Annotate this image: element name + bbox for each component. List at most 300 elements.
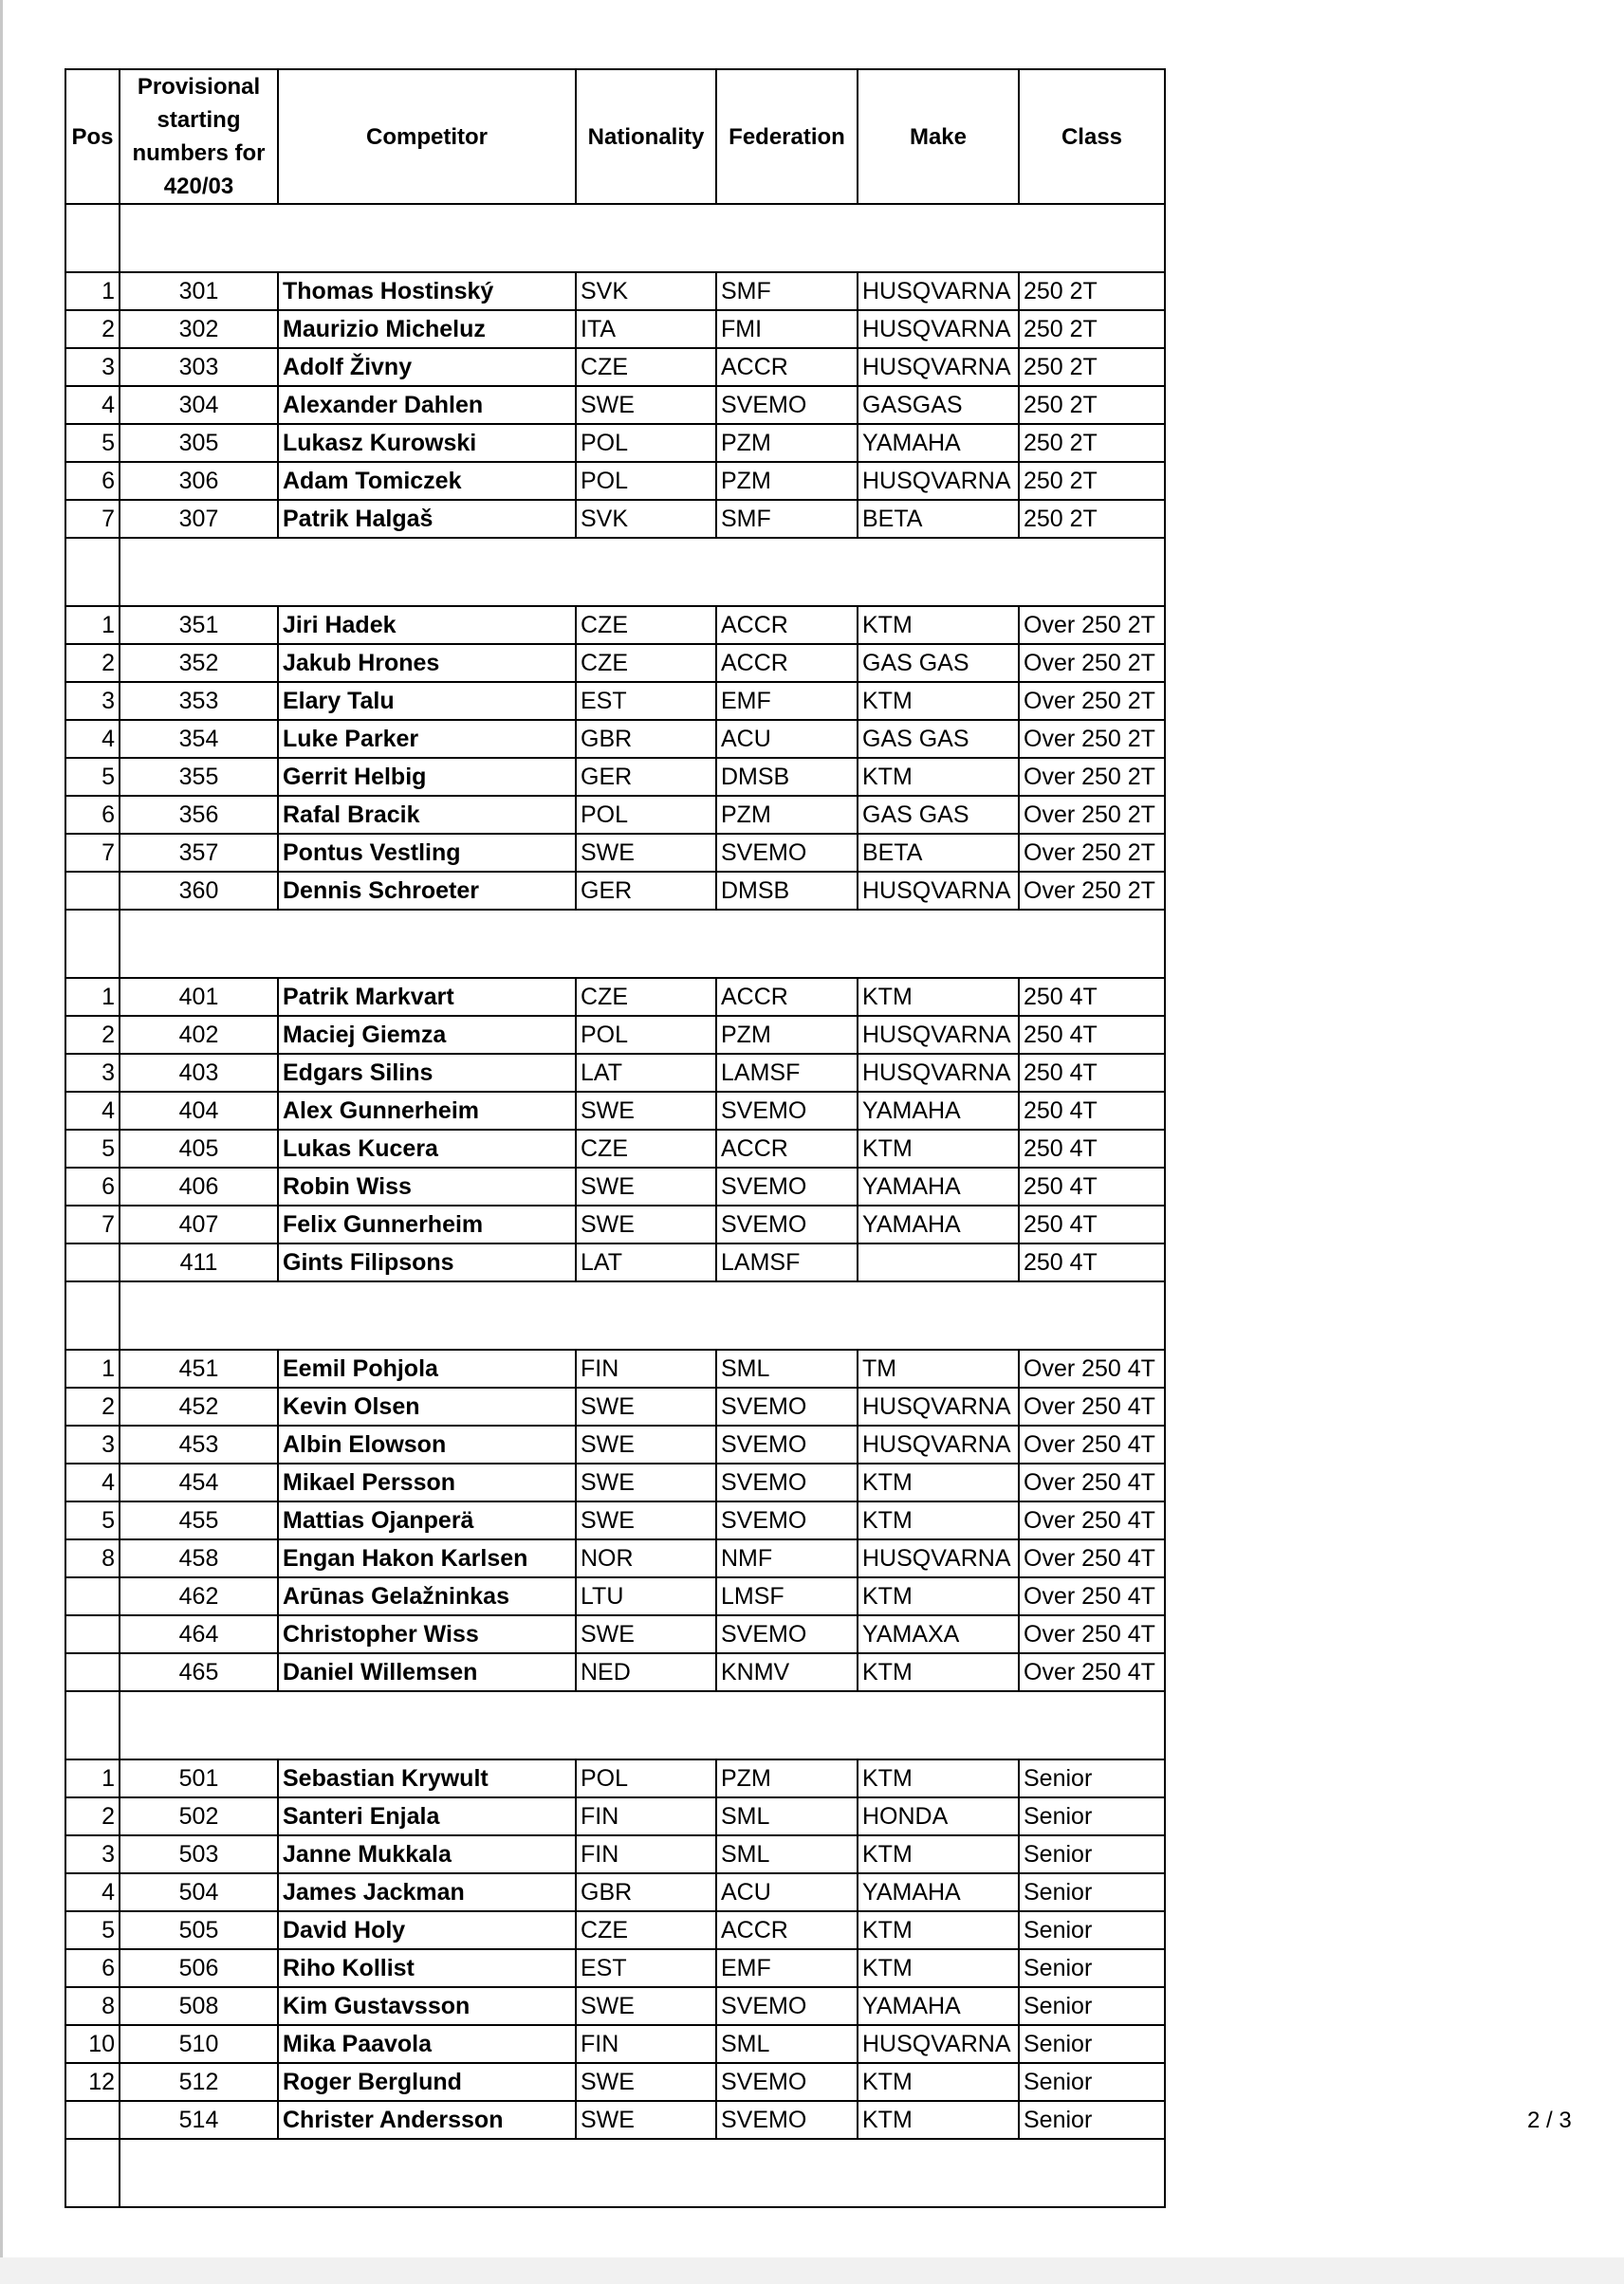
- cell-competitor: Dennis Schroeter: [278, 872, 576, 910]
- cell-pos: 5: [65, 1911, 120, 1949]
- table-row: [65, 682, 1165, 720]
- cell-make: TM: [858, 1350, 1019, 1388]
- cell-make: HUSQVARNA: [858, 462, 1019, 500]
- viewer-bottom-band: [0, 2257, 1624, 2284]
- table-row: [65, 1426, 1165, 1464]
- cell-class: Senior: [1019, 1759, 1165, 1797]
- cell-competitor: Mika Paavola: [278, 2025, 576, 2063]
- cell-competitor: James Jackman: [278, 1873, 576, 1911]
- cell-nationality: SWE: [576, 386, 716, 424]
- cell-starting-number: 306: [120, 462, 278, 500]
- header-pos: Pos: [65, 69, 120, 204]
- cell-competitor: Kevin Olsen: [278, 1388, 576, 1426]
- cell-make: KTM: [858, 682, 1019, 720]
- cell-nationality: POL: [576, 1759, 716, 1797]
- separator-pos-cell: [65, 538, 120, 606]
- cell-starting-number: 404: [120, 1092, 278, 1130]
- cell-class: Senior: [1019, 2025, 1165, 2063]
- cell-class: Over 250 2T: [1019, 796, 1165, 834]
- table-row: [65, 272, 1165, 310]
- table-row: [65, 1835, 1165, 1873]
- cell-starting-number: 407: [120, 1206, 278, 1243]
- cell-competitor: Riho Kollist: [278, 1949, 576, 1987]
- cell-competitor: Christopher Wiss: [278, 1615, 576, 1653]
- cell-class: 250 2T: [1019, 310, 1165, 348]
- table-row: [65, 1388, 1165, 1426]
- cell-starting-number: 353: [120, 682, 278, 720]
- cell-federation: SMF: [716, 500, 858, 538]
- cell-competitor: Jakub Hrones: [278, 644, 576, 682]
- table-row: [65, 348, 1165, 386]
- group-separator-row: [65, 1691, 1165, 1759]
- cell-pos: 7: [65, 834, 120, 872]
- cell-class: Over 250 4T: [1019, 1501, 1165, 1539]
- table-row: [65, 1539, 1165, 1577]
- table-row: [65, 1350, 1165, 1388]
- cell-competitor: Felix Gunnerheim: [278, 1206, 576, 1243]
- cell-starting-number: 510: [120, 2025, 278, 2063]
- cell-make: YAMAHA: [858, 1987, 1019, 2025]
- cell-starting-number: 458: [120, 1539, 278, 1577]
- table-row: [65, 1464, 1165, 1501]
- separator-pos-cell: [65, 204, 120, 272]
- header-row: [65, 69, 1165, 204]
- cell-starting-number: 402: [120, 1016, 278, 1054]
- cell-nationality: CZE: [576, 978, 716, 1016]
- cell-starting-number: 307: [120, 500, 278, 538]
- cell-class: 250 4T: [1019, 1016, 1165, 1054]
- table-row: [65, 1615, 1165, 1653]
- table-row: [65, 1759, 1165, 1797]
- cell-starting-number: 462: [120, 1577, 278, 1615]
- cell-competitor: Engan Hakon Karlsen: [278, 1539, 576, 1577]
- cell-competitor: Patrik Markvart: [278, 978, 576, 1016]
- cell-starting-number: 305: [120, 424, 278, 462]
- cell-nationality: SVK: [576, 272, 716, 310]
- separator-pos-cell: [65, 1691, 120, 1759]
- cell-competitor: Adam Tomiczek: [278, 462, 576, 500]
- header-make: Make: [858, 69, 1019, 204]
- cell-pos: 1: [65, 978, 120, 1016]
- cell-pos: 6: [65, 796, 120, 834]
- cell-pos: 7: [65, 1206, 120, 1243]
- page-number: 2 / 3: [1527, 2108, 1572, 2133]
- cell-nationality: CZE: [576, 1130, 716, 1168]
- table-row: [65, 1206, 1165, 1243]
- cell-starting-number: 508: [120, 1987, 278, 2025]
- cell-federation: SVEMO: [716, 1206, 858, 1243]
- cell-class: Over 250 4T: [1019, 1615, 1165, 1653]
- cell-starting-number: 503: [120, 1835, 278, 1873]
- cell-starting-number: 452: [120, 1388, 278, 1426]
- cell-starting-number: 502: [120, 1797, 278, 1835]
- cell-pos: 3: [65, 1426, 120, 1464]
- cell-starting-number: 455: [120, 1501, 278, 1539]
- cell-starting-number: 401: [120, 978, 278, 1016]
- cell-class: 250 4T: [1019, 1168, 1165, 1206]
- cell-nationality: SVK: [576, 500, 716, 538]
- cell-make: KTM: [858, 1501, 1019, 1539]
- cell-class: Over 250 4T: [1019, 1653, 1165, 1691]
- cell-make: YAMAHA: [858, 1168, 1019, 1206]
- cell-federation: FMI: [716, 310, 858, 348]
- group-separator-row: [65, 910, 1165, 978]
- cell-pos: 10: [65, 2025, 120, 2063]
- cell-class: 250 2T: [1019, 424, 1165, 462]
- separator-span-cell: [120, 910, 1165, 978]
- cell-pos: 8: [65, 1987, 120, 2025]
- cell-class: Over 250 2T: [1019, 758, 1165, 796]
- cell-make: YAMAHA: [858, 1873, 1019, 1911]
- cell-make: YAMAHA: [858, 1092, 1019, 1130]
- cell-class: Senior: [1019, 1949, 1165, 1987]
- cell-nationality: FIN: [576, 2025, 716, 2063]
- cell-federation: SVEMO: [716, 1464, 858, 1501]
- cell-make: KTM: [858, 1577, 1019, 1615]
- cell-federation: PZM: [716, 1759, 858, 1797]
- cell-class: 250 4T: [1019, 978, 1165, 1016]
- header-class: Class: [1019, 69, 1165, 204]
- cell-competitor: Gints Filipsons: [278, 1243, 576, 1281]
- cell-competitor: Mattias Ojanperä: [278, 1501, 576, 1539]
- cell-competitor: Janne Mukkala: [278, 1835, 576, 1873]
- cell-pos: 4: [65, 386, 120, 424]
- cell-class: Over 250 2T: [1019, 872, 1165, 910]
- cell-competitor: Thomas Hostinský: [278, 272, 576, 310]
- cell-class: Over 250 4T: [1019, 1426, 1165, 1464]
- table-end-row: [65, 2139, 1165, 2207]
- table-row: [65, 606, 1165, 644]
- cell-nationality: CZE: [576, 1911, 716, 1949]
- cell-pos: 1: [65, 606, 120, 644]
- cell-federation: SVEMO: [716, 1987, 858, 2025]
- table-row: [65, 2025, 1165, 2063]
- cell-nationality: POL: [576, 1016, 716, 1054]
- cell-starting-number: 405: [120, 1130, 278, 1168]
- cell-nationality: LAT: [576, 1243, 716, 1281]
- group-separator-row: [65, 538, 1165, 606]
- cell-nationality: SWE: [576, 1464, 716, 1501]
- separator-span-cell: [120, 1691, 1165, 1759]
- cell-federation: ACCR: [716, 606, 858, 644]
- cell-pos: 6: [65, 1168, 120, 1206]
- cell-class: Over 250 4T: [1019, 1577, 1165, 1615]
- cell-competitor: Alex Gunnerheim: [278, 1092, 576, 1130]
- cell-nationality: POL: [576, 462, 716, 500]
- cell-federation: DMSB: [716, 758, 858, 796]
- cell-nationality: SWE: [576, 1615, 716, 1653]
- cell-nationality: SWE: [576, 834, 716, 872]
- cell-federation: ACCR: [716, 1130, 858, 1168]
- table-row: [65, 1243, 1165, 1281]
- cell-class: 250 4T: [1019, 1092, 1165, 1130]
- cell-class: 250 4T: [1019, 1054, 1165, 1092]
- table-row: [65, 386, 1165, 424]
- cell-pos: 2: [65, 310, 120, 348]
- cell-make: KTM: [858, 606, 1019, 644]
- cell-nationality: SWE: [576, 2063, 716, 2101]
- cell-class: Over 250 2T: [1019, 606, 1165, 644]
- cell-federation: SVEMO: [716, 834, 858, 872]
- cell-make: YAMAXA: [858, 1615, 1019, 1653]
- cell-make: KTM: [858, 1949, 1019, 1987]
- cell-class: 250 2T: [1019, 500, 1165, 538]
- cell-competitor: Patrik Halgaš: [278, 500, 576, 538]
- cell-class: 250 2T: [1019, 462, 1165, 500]
- cell-federation: SVEMO: [716, 1426, 858, 1464]
- cell-pos: 4: [65, 1873, 120, 1911]
- cell-federation: ACCR: [716, 978, 858, 1016]
- cell-class: Senior: [1019, 1873, 1165, 1911]
- table-row: [65, 1168, 1165, 1206]
- cell-competitor: Edgars Silins: [278, 1054, 576, 1092]
- cell-federation: LAMSF: [716, 1054, 858, 1092]
- cell-federation: SVEMO: [716, 386, 858, 424]
- cell-pos: 2: [65, 644, 120, 682]
- cell-competitor: Mikael Persson: [278, 1464, 576, 1501]
- cell-competitor: Christer Andersson: [278, 2101, 576, 2139]
- cell-make: HUSQVARNA: [858, 872, 1019, 910]
- cell-make: KTM: [858, 1464, 1019, 1501]
- cell-make: KTM: [858, 1759, 1019, 1797]
- table-row: [65, 834, 1165, 872]
- table-row: [65, 796, 1165, 834]
- cell-starting-number: 514: [120, 2101, 278, 2139]
- cell-starting-number: 403: [120, 1054, 278, 1092]
- cell-federation: LMSF: [716, 1577, 858, 1615]
- cell-class: Over 250 4T: [1019, 1539, 1165, 1577]
- cell-federation: SML: [716, 2025, 858, 2063]
- cell-nationality: GER: [576, 872, 716, 910]
- cell-nationality: SWE: [576, 1426, 716, 1464]
- cell-nationality: LAT: [576, 1054, 716, 1092]
- table-row: [65, 462, 1165, 500]
- cell-competitor: Luke Parker: [278, 720, 576, 758]
- cell-starting-number: 304: [120, 386, 278, 424]
- cell-pos: 6: [65, 1949, 120, 1987]
- cell-starting-number: 411: [120, 1243, 278, 1281]
- group-separator-row: [65, 1281, 1165, 1350]
- cell-competitor: Jiri Hadek: [278, 606, 576, 644]
- table-row: [65, 720, 1165, 758]
- cell-make: KTM: [858, 978, 1019, 1016]
- cell-federation: ACCR: [716, 1911, 858, 1949]
- cell-federation: SVEMO: [716, 1388, 858, 1426]
- cell-make: KTM: [858, 1130, 1019, 1168]
- table-row: [65, 1501, 1165, 1539]
- cell-make: GAS GAS: [858, 644, 1019, 682]
- cell-nationality: SWE: [576, 1206, 716, 1243]
- cell-starting-number: 302: [120, 310, 278, 348]
- cell-class: 250 4T: [1019, 1130, 1165, 1168]
- header-competitor: Competitor: [278, 69, 576, 204]
- cell-make: HUSQVARNA: [858, 310, 1019, 348]
- cell-pos: 2: [65, 1797, 120, 1835]
- table-row: [65, 1130, 1165, 1168]
- cell-starting-number: 454: [120, 1464, 278, 1501]
- cell-pos: [65, 1653, 120, 1691]
- cell-nationality: SWE: [576, 1388, 716, 1426]
- cell-nationality: SWE: [576, 1168, 716, 1206]
- table-row: [65, 978, 1165, 1016]
- table-row: [65, 424, 1165, 462]
- cell-federation: ACCR: [716, 644, 858, 682]
- separator-span-cell: [120, 1281, 1165, 1350]
- separator-pos-cell: [65, 1281, 120, 1350]
- table-row: [65, 1987, 1165, 2025]
- cell-pos: 3: [65, 348, 120, 386]
- cell-nationality: CZE: [576, 644, 716, 682]
- header-nationality: Nationality: [576, 69, 716, 204]
- cell-federation: SVEMO: [716, 2101, 858, 2139]
- cell-federation: SMF: [716, 272, 858, 310]
- cell-starting-number: 512: [120, 2063, 278, 2101]
- table-row: [65, 1016, 1165, 1054]
- cell-pos: 4: [65, 1464, 120, 1501]
- cell-competitor: Pontus Vestling: [278, 834, 576, 872]
- cell-starting-number: 464: [120, 1615, 278, 1653]
- cell-competitor: Rafal Bracik: [278, 796, 576, 834]
- cell-starting-number: 355: [120, 758, 278, 796]
- cell-competitor: Kim Gustavsson: [278, 1987, 576, 2025]
- cell-class: 250 2T: [1019, 386, 1165, 424]
- cell-make: HUSQVARNA: [858, 1388, 1019, 1426]
- cell-pos: 5: [65, 1130, 120, 1168]
- cell-federation: SVEMO: [716, 1092, 858, 1130]
- cell-competitor: Lukas Kucera: [278, 1130, 576, 1168]
- cell-competitor: Adolf Živny: [278, 348, 576, 386]
- table-row: [65, 758, 1165, 796]
- cell-federation: KNMV: [716, 1653, 858, 1691]
- cell-federation: EMF: [716, 682, 858, 720]
- cell-pos: 3: [65, 682, 120, 720]
- cell-nationality: POL: [576, 796, 716, 834]
- cell-make: HUSQVARNA: [858, 2025, 1019, 2063]
- cell-make: KTM: [858, 2063, 1019, 2101]
- cell-pos: 1: [65, 1350, 120, 1388]
- table-body: [65, 204, 1165, 2207]
- cell-pos: 1: [65, 272, 120, 310]
- cell-starting-number: 506: [120, 1949, 278, 1987]
- cell-pos: 1: [65, 1759, 120, 1797]
- cell-starting-number: 356: [120, 796, 278, 834]
- cell-class: Over 250 4T: [1019, 1350, 1165, 1388]
- cell-competitor: Lukasz Kurowski: [278, 424, 576, 462]
- cell-pos: 2: [65, 1388, 120, 1426]
- table-row: [65, 2101, 1165, 2139]
- cell-starting-number: 406: [120, 1168, 278, 1206]
- cell-starting-number: 451: [120, 1350, 278, 1388]
- cell-competitor: Roger Berglund: [278, 2063, 576, 2101]
- cell-starting-number: 504: [120, 1873, 278, 1911]
- cell-class: Senior: [1019, 1835, 1165, 1873]
- cell-nationality: EST: [576, 1949, 716, 1987]
- cell-pos: 4: [65, 720, 120, 758]
- cell-class: Over 250 4T: [1019, 1388, 1165, 1426]
- cell-nationality: ITA: [576, 310, 716, 348]
- cell-pos: [65, 1615, 120, 1653]
- cell-make: HONDA: [858, 1797, 1019, 1835]
- group-separator-row: [65, 204, 1165, 272]
- table-row: [65, 1092, 1165, 1130]
- table-row: [65, 1054, 1165, 1092]
- table-row: [65, 310, 1165, 348]
- cell-pos: 5: [65, 424, 120, 462]
- cell-nationality: FIN: [576, 1350, 716, 1388]
- cell-make: KTM: [858, 2101, 1019, 2139]
- table-row: [65, 2063, 1165, 2101]
- cell-competitor: Sebastian Krywult: [278, 1759, 576, 1797]
- cell-starting-number: 360: [120, 872, 278, 910]
- cell-federation: SML: [716, 1797, 858, 1835]
- cell-class: 250 4T: [1019, 1206, 1165, 1243]
- cell-make: BETA: [858, 500, 1019, 538]
- cell-class: Senior: [1019, 1797, 1165, 1835]
- cell-pos: [65, 872, 120, 910]
- cell-starting-number: 465: [120, 1653, 278, 1691]
- cell-nationality: EST: [576, 682, 716, 720]
- cell-starting-number: 303: [120, 348, 278, 386]
- cell-starting-number: 505: [120, 1911, 278, 1949]
- cell-competitor: Daniel Willemsen: [278, 1653, 576, 1691]
- cell-nationality: CZE: [576, 348, 716, 386]
- cell-federation: PZM: [716, 424, 858, 462]
- cell-competitor: Eemil Pohjola: [278, 1350, 576, 1388]
- cell-starting-number: 352: [120, 644, 278, 682]
- cell-class: 250 2T: [1019, 272, 1165, 310]
- cell-pos: 3: [65, 1054, 120, 1092]
- table-row: [65, 644, 1165, 682]
- cell-federation: SML: [716, 1350, 858, 1388]
- cell-make: HUSQVARNA: [858, 1426, 1019, 1464]
- cell-federation: ACU: [716, 720, 858, 758]
- cell-class: Over 250 2T: [1019, 682, 1165, 720]
- separator-span-cell: [120, 2139, 1165, 2207]
- table-row: [65, 1577, 1165, 1615]
- cell-class: Senior: [1019, 1911, 1165, 1949]
- cell-starting-number: 453: [120, 1426, 278, 1464]
- cell-federation: PZM: [716, 796, 858, 834]
- table-row: [65, 1949, 1165, 1987]
- cell-make: HUSQVARNA: [858, 1016, 1019, 1054]
- table-row: [65, 1797, 1165, 1835]
- cell-pos: 6: [65, 462, 120, 500]
- cell-class: 250 4T: [1019, 1243, 1165, 1281]
- cell-nationality: SWE: [576, 1501, 716, 1539]
- cell-class: Over 250 2T: [1019, 834, 1165, 872]
- cell-pos: 7: [65, 500, 120, 538]
- table-row: [65, 1911, 1165, 1949]
- cell-make: KTM: [858, 1653, 1019, 1691]
- cell-class: Senior: [1019, 1987, 1165, 2025]
- separator-span-cell: [120, 538, 1165, 606]
- cell-pos: 2: [65, 1016, 120, 1054]
- cell-make: KTM: [858, 1911, 1019, 1949]
- cell-make: HUSQVARNA: [858, 348, 1019, 386]
- cell-federation: SVEMO: [716, 1501, 858, 1539]
- cell-make: HUSQVARNA: [858, 1054, 1019, 1092]
- cell-make: HUSQVARNA: [858, 272, 1019, 310]
- cell-pos: 5: [65, 1501, 120, 1539]
- cell-federation: DMSB: [716, 872, 858, 910]
- cell-competitor: Arūnas Gelažninkas: [278, 1577, 576, 1615]
- cell-class: Over 250 4T: [1019, 1464, 1165, 1501]
- cell-starting-number: 357: [120, 834, 278, 872]
- cell-nationality: FIN: [576, 1835, 716, 1873]
- cell-nationality: GBR: [576, 1873, 716, 1911]
- cell-starting-number: 354: [120, 720, 278, 758]
- cell-starting-number: 351: [120, 606, 278, 644]
